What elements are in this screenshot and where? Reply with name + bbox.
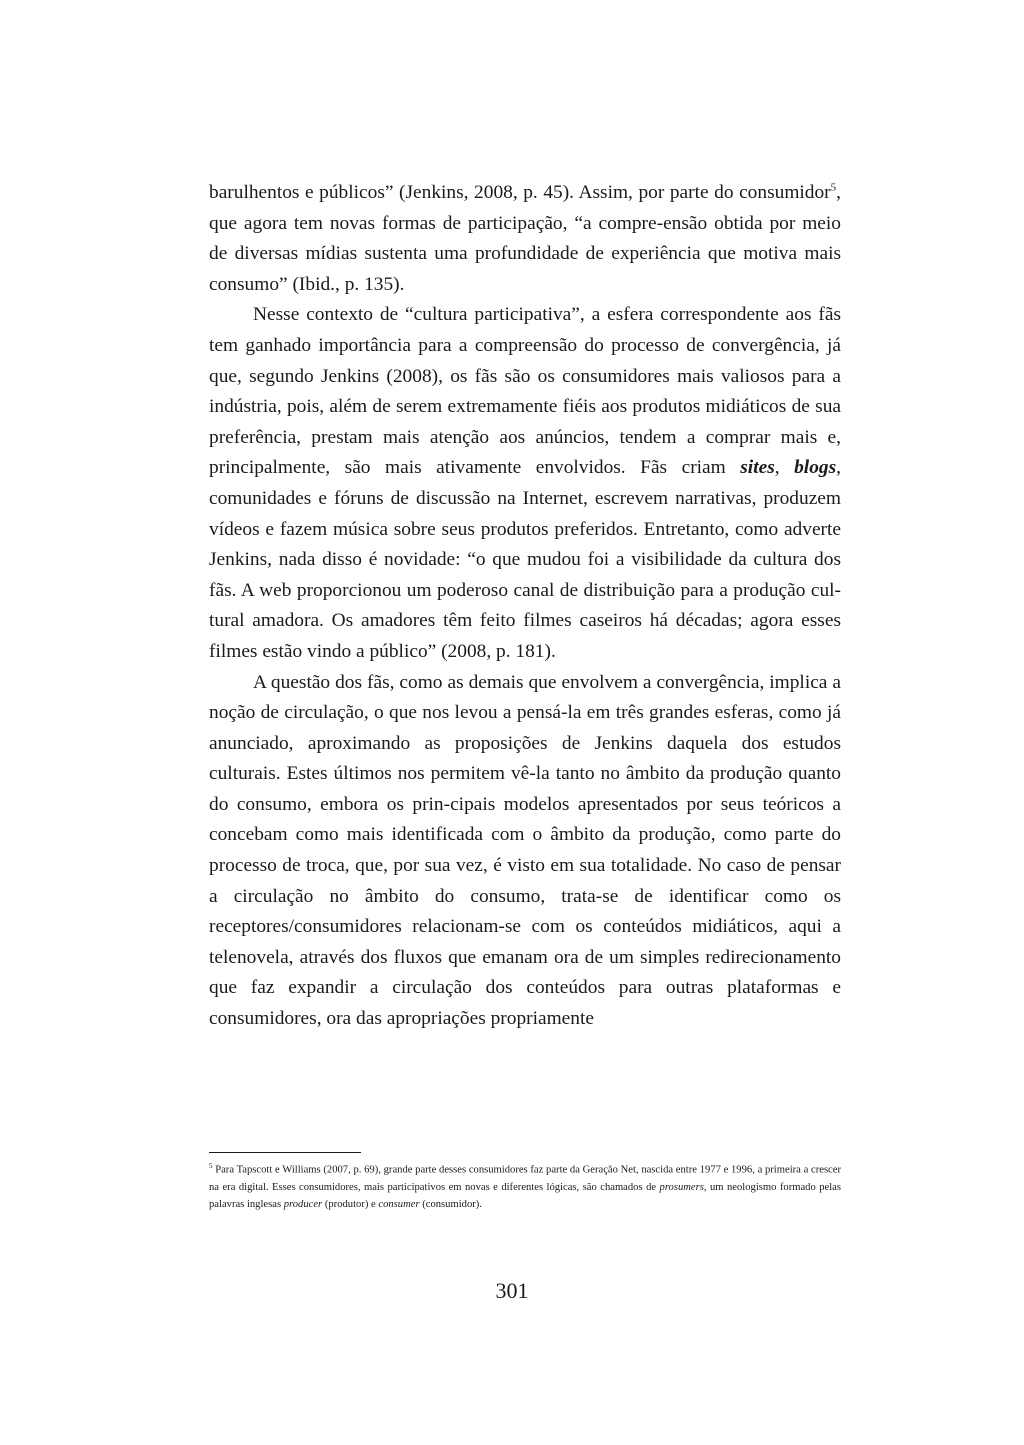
paragraph-1	[209, 178, 841, 300]
footnote-term-consumer: consumer	[378, 1199, 420, 1211]
paragraph-2	[209, 300, 841, 667]
footnote-term-prosumers: prosumers	[659, 1181, 704, 1193]
term-sites: sites	[740, 457, 775, 479]
footnote-text-b: , um neologismo formado pelas palavras inglesas	[209, 1181, 841, 1211]
paragraph-3: A questão dos fãs, como as demais que envolvem a convergência, implica a noção de circulação, o que nos levou a pensá-la em três grandes esferas, como já anunciado, aproximando as proposições de Jenkins daquela dos estudos culturais. Estes últimos nos permitem vê-la tanto no âmbito da produção quanto do consumo, embora os prin-cipais modelos apresentados por seus teóricos a concebam como mais identificada com o âmbito da produção, como parte do processo de troca, que, por sua vez, é visto em sua totalidade. No caso de pensar a circulação no âmbito do consumo, trata-se de identificar como os receptores/consumidores relacionam-se com os conteúdos midiáticos, aqui a telenovela, através dos fluxos que emanam ora de um simples redirecionamento que faz expandir a circulação dos conteúdos para outras plataformas e consumidores, ora das apropriações propriamente	[209, 671, 841, 1030]
footnote-number: 5	[209, 1162, 213, 1170]
footnote-reference[interactable]: 5	[830, 181, 837, 194]
page-number: 301	[495, 1278, 529, 1303]
paragraph-1-text-b: , que agora tem novas formas de participação, “a compre-ensão obtida por meio de diversas mídias sustenta uma profundidade de experiência que motiva mais consumo” (Ibid., p. 135).	[209, 182, 841, 295]
paragraph-1-text-a: barulhentos e públicos” (Jenkins, 2008, p. 45). Assim, por parte do consumidor	[209, 182, 831, 203]
term-blogs: blogs	[794, 457, 837, 479]
footnote-term-producer: producer	[283, 1199, 323, 1211]
paragraph-2-separator: ,	[774, 457, 795, 479]
main-text	[209, 178, 841, 1035]
footnote-text-c: (produtor) e	[322, 1199, 379, 1211]
footnote	[209, 1158, 841, 1214]
footnote-text-a: Para Tapscott e Williams (2007, p. 69), grande parte desses consumidores faz parte da Geração Net, nascida entre 1977 e 1996, a primeira a crescer na era digital. Esses consumidores, mais participativos em novas e diferentes lógicas, são chamados de	[209, 1164, 841, 1193]
paragraph-2-text-a: Nesse contexto de “cultura participativa”, a esfera correspondente aos fãs tem ganhado importância para a compreensão do processo de convergência, já que, segundo Jenkins (2008), os fãs são os consumidores mais valiosos para a indústria, pois, além de serem extremamente fiéis aos produtos midiáticos de sua preferência, prestam mais atenção aos anúncios, tendem a comprar mais e, principalmente, são mais ativamente envolvidos. Fãs criam	[209, 304, 841, 479]
paragraph-2-text-b: , comunidades e fóruns de discussão na Internet, escrevem narrativas, produzem vídeos e fazem música sobre seus produtos preferidos. Entretanto, como adverte Jenkins, nada disso é novidade: “o que mudou foi a visibilidade da cultura dos fãs. A web proporcionou um poderoso canal de distribuição para a produção cul-tural amadora. Os amadores têm feito filmes caseiros há décadas; agora esses filmes estão vindo a público” (2008, p. 181).	[209, 457, 841, 662]
footnote-text-d: (consumidor).	[419, 1199, 482, 1211]
footnote-divider	[209, 1152, 361, 1153]
